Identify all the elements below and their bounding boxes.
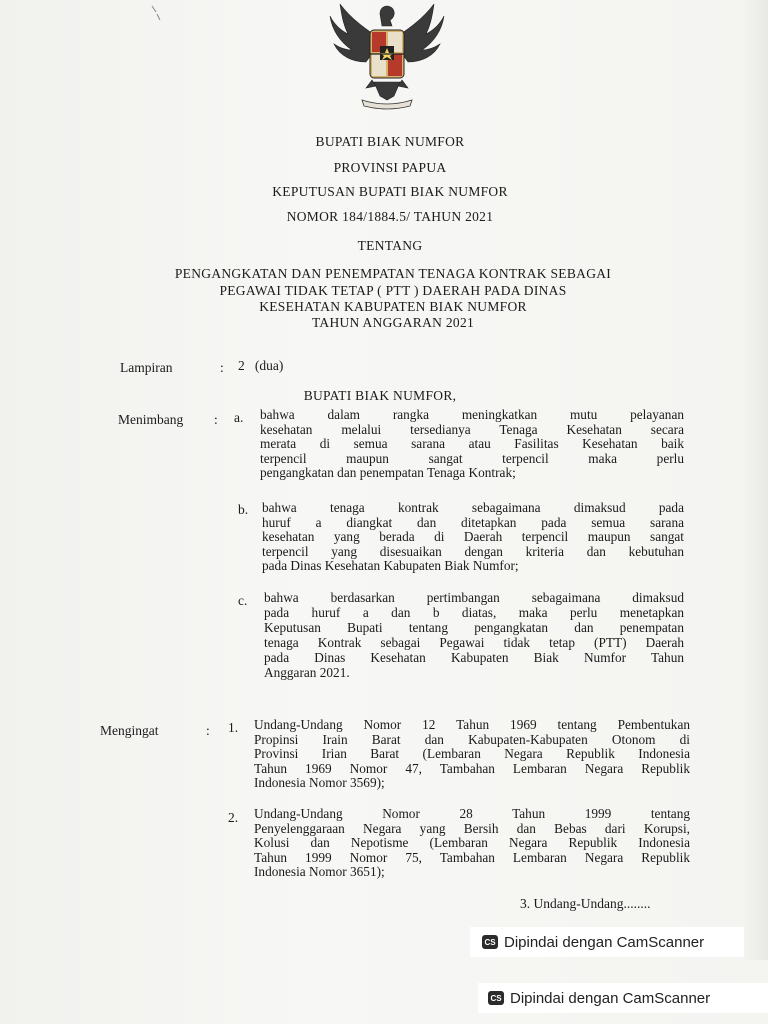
text-line: merata di semua sarana atau Fasilitas Kesehatan baik — [260, 436, 684, 451]
bupati-heading: BUPATI BIAK NUMFOR, — [303, 388, 457, 403]
text-line: Indonesia Nomor 3651); — [254, 864, 385, 879]
text-line: Indonesia Nomor 3569); — [254, 775, 385, 790]
text-line: Provinsi Irian Barat (Lembaran Negara Republik Indonesia — [254, 746, 690, 761]
text-line: bahwa berdasarkan pertimbangan sebagaimana dimaksud — [264, 590, 684, 605]
text-line: Tahun 1999 Nomor 75, Tambahan Lembaran Negara Republik — [254, 849, 690, 865]
mengingat-item-1-marker: 1. — [228, 720, 239, 735]
lampiran-value: 2 (dua) — [238, 358, 284, 373]
mengingat-label: Mengingat — [100, 723, 159, 738]
text-line: Anggaran 2021. — [264, 665, 350, 680]
camscanner-watermark-text: Dipindai dengan CamScanner — [504, 933, 705, 951]
text-line: pada huruf a dan b diatas, maka perlu menetapkan — [264, 605, 684, 620]
camscanner-logo-icon: CS — [482, 935, 498, 949]
header-tentang: TENTANG — [357, 238, 423, 253]
menimbang-item-b-marker: b. — [238, 502, 249, 517]
text-line: pada Dinas Kesehatan Kabupaten Biak Numfor Tahun — [264, 650, 684, 665]
mengingat-colon: : — [206, 723, 210, 738]
lampiran-colon: : — [220, 360, 224, 375]
mengingat-item-2-marker: 2. — [228, 810, 239, 825]
camscanner-watermark-text: Dipindai dengan CamScanner — [510, 989, 711, 1007]
text-line: Penyelenggaraan Negara yang Bersih dan Bebas dari Korupsi, — [254, 820, 690, 836]
text-line: terpencil yang disesuaikan dengan kriteria dan kebutuhan — [262, 543, 684, 559]
text-line: huruf a diangkat dan ditetapkan pada semua sarana — [262, 514, 684, 530]
header-regent-title: BUPATI BIAK NUMFOR — [315, 134, 465, 149]
page-edge-shadow — [742, 0, 768, 960]
text-line: bahwa dalam rangka meningkatkan mutu pelayanan — [260, 407, 684, 422]
text-line: Tahun 1969 Nomor 47, Tambahan Lembaran Negara Republik — [254, 760, 690, 776]
menimbang-item-a-marker: a. — [234, 410, 244, 425]
text-line: Undang-Undang Nomor 28 Tahun 1999 tentang — [254, 806, 690, 821]
decree-subject-line-2: PEGAWAI TIDAK TETAP ( PTT ) DAERAH PADA DINAS — [219, 283, 567, 298]
mengingat-item-2-text — [254, 807, 690, 880]
menimbang-item-b-text — [262, 501, 684, 574]
text-line: terpencil maupun sangat terpencil maka perlu — [260, 450, 684, 466]
menimbang-colon: : — [214, 412, 218, 427]
header-decree-title: KEPUTUSAN BUPATI BIAK NUMFOR — [272, 184, 508, 199]
camscanner-watermark-badge — [470, 927, 744, 957]
text-line: tenaga Kontrak sebagai Pegawai tidak tetap (PTT) Daerah — [264, 635, 684, 650]
decree-subject-line-3: KESEHATAN KABUPATEN BIAK NUMFOR — [259, 299, 527, 314]
text-line: Undang-Undang Nomor 12 Tahun 1969 tentang Pembentukan — [254, 717, 690, 732]
mengingat-item-1-text — [254, 718, 690, 791]
continuation-note: 3. Undang-Undang........ — [520, 896, 651, 911]
scan-speck-mark — [150, 4, 164, 26]
text-line: pengangkatan dan penempatan Tenaga Kontrak; — [260, 465, 516, 480]
menimbang-label: Menimbang — [118, 412, 184, 427]
menimbang-item-c-marker: c. — [238, 593, 248, 608]
decree-subject-line-1: PENGANGKATAN DAN PENEMPATAN TENAGA KONTRAK SEBAGAI — [174, 266, 612, 281]
menimbang-item-a-text — [260, 408, 684, 481]
text-line: bahwa tenaga kontrak sebagaimana dimaksud pada — [262, 500, 684, 515]
text-line: pada Dinas Kesehatan Kabupaten Biak Numfor; — [262, 558, 519, 573]
camscanner-logo-icon: CS — [488, 991, 504, 1005]
decree-subject-line-4: TAHUN ANGGARAN 2021 — [311, 315, 475, 330]
text-line: kesehatan yang berada di Daerah terpencil maupun sangat — [262, 529, 684, 544]
camscanner-watermark-badge-outer — [478, 983, 768, 1013]
header-decree-number: NOMOR 184/1884.5/ TAHUN 2021 — [286, 209, 494, 224]
menimbang-item-c-text — [264, 590, 684, 680]
text-line: Propinsi Irain Barat dan Kabupaten-Kabupaten Otonom di — [254, 731, 690, 747]
lampiran-label: Lampiran — [120, 360, 173, 375]
text-line: kesehatan melalui tersedianya Tenaga Kesehatan secara — [260, 421, 684, 437]
text-line: Kolusi dan Nepotisme (Lembaran Negara Republik Indonesia — [254, 835, 690, 850]
text-line: Keputusan Bupati tentang pengangkatan dan penempatan — [264, 620, 684, 635]
garuda-pancasila-emblem-icon — [322, 0, 452, 110]
header-province: PROVINSI PAPUA — [333, 160, 447, 175]
